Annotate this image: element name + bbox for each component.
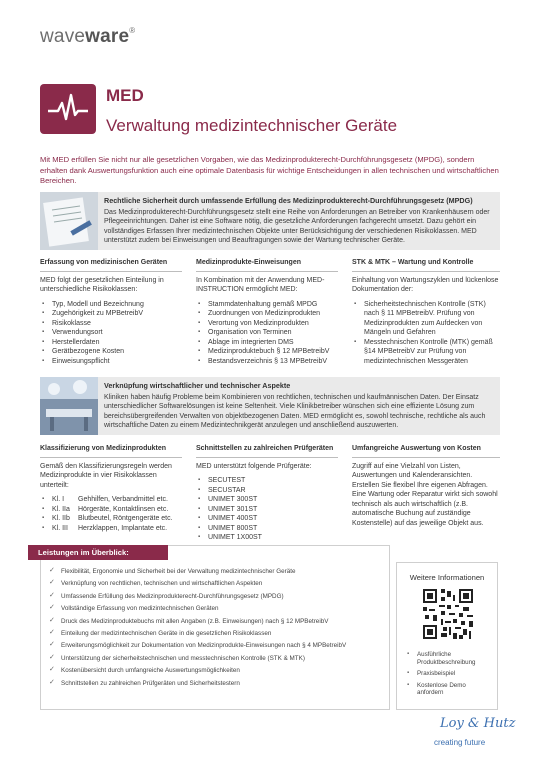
list-item: ▪ Verortung von Medizinprodukten [196,319,338,329]
feature-title: Verknüpfung wirtschaftlicher und technischer Aspekte [104,381,291,390]
list-item: ▪ SECUTEST [196,476,338,486]
column-text: Gemäß den Klassifizierungsregeln werden Medizinprodukte in vier Risikoklassen unterteilt: [40,462,172,489]
info-item[interactable]: ▪ Kostenlose Demo anfordern [407,682,493,697]
document-photo [40,192,98,250]
column-title: STK & MTK – Wartung und Kontrolle [352,258,500,272]
list-item: ▪ UNIMET 301ST [196,505,338,515]
list-item: ▪ Kl. IIb Blutbeutel, Röntgengeräte etc. [40,514,182,524]
column-einweisungen [196,258,338,366]
list-item: ▪ Einweisungspflicht [40,357,182,367]
list-item: ▪ Stammdatenhaltung gemäß MPDG [196,300,338,310]
service-item: ✓ Schnittstellen zu zahlreichen Prüfgeräten und Sicherheitstestern [49,680,383,687]
info-title: Weitere Informationen [409,573,485,582]
column-text: MED unterstützt folgende Prüfgeräte: [196,462,312,470]
column-klassifizierung [40,444,182,533]
heartbeat-icon [40,84,96,134]
list-item: ▪ Zuordnungen von Medizinprodukten [196,309,338,319]
list-item: ▪ UNIMET 800ST [196,524,338,534]
service-item: ✓ Vollständige Erfassung von medizintechnischen Geräten [49,605,383,612]
list-item: ▪ Sicherheitstechnischen Kontrolle (STK) nach § 11 MPBetreibV. Prüfung von Medizinprodukten zum Aufdecken von Mängeln und Gefahren [352,300,500,338]
column-auswertung [352,444,500,528]
feature-body: Kliniken haben häufig Probleme beim Kombinieren von rechtlichen, technischen und kaufmännischen Daten. Der Einsatz unterschiedlicher Softwarelösungen ist keine Seltenheit. Viele Klinikbetreiber wünschen sich eine effiziente Lösung zum bereichsübergreifenden Verwalten von objektbezogenen Daten. MED ermöglicht es, sowohl technische, rechtliche als auch wirtschaftliche Daten zu einem Medizintechnikgerät anzulegen und anschließend auszuwerten. [104,393,486,429]
list-item: ▪ Bestandsverzeichnis § 13 MPBetreibV [196,357,338,367]
column-text: Zugriff auf eine Vielzahl von Listen, Auswertungen und Kalenderansichten. Erstellen Sie flexibel Ihre eigenen Abfragen. Eine Wartung oder Reparatur wirkt sich sowohl technisch als auch wirtschaftlich (z.B. automatische Buchung auf zuständige Kostenstelle) auf das jeweilige Objekt aus. [352,462,498,527]
column-text: Einhaltung von Wartungszyklen und lückenlose Dokumentation der: [352,276,499,293]
column-text: MED folgt der gesetzlichen Einteilung in unterschiedliche Risikoklassen: [40,276,164,293]
service-item: ✓ Verknüpfung von rechtlichen, technischen und wirtschaftlichen Aspekten [49,580,383,587]
list-item: ▪ Medizinproduktebuch § 12 MPBetreibV [196,347,338,357]
list-item: ▪ Gerätbezogene Kosten [40,347,182,357]
column-schnittstellen [196,444,338,543]
product-name: MED [106,86,144,105]
column-title: Schnittstellen zu zahlreichen Prüfgeräten [196,444,338,458]
list-item: ▪ Messtechnischen Kontrolle (MTK) gemäß §14 MPBetreibV zur Prüfung von medizintechnischen Messgeräten [352,338,500,367]
list-item: ▪ UNIMET 400ST [196,514,338,524]
company-signature: Loy & Hutz [440,716,516,731]
qr-code-icon[interactable] [423,589,473,639]
services-panel [40,545,390,710]
feature-legal [40,192,500,250]
column-title: Umfangreiche Auswertung von Kosten [352,444,500,458]
services-title: Leistungen im Überblick: [28,545,168,560]
list-item: ▪ Risikoklasse [40,319,182,329]
feature-title: Rechtliche Sicherheit durch umfassende Erfüllung des Medizinprodukterecht-Durchführungsgesetz (MPDG) [104,196,473,205]
info-box [396,562,498,710]
list-item: ▪ Verwendungsort [40,328,182,338]
list-item: ▪ SECUSTAR [196,486,338,496]
list-item: ▪ UNIMET 300ST [196,495,338,505]
service-item: ✓ Druck des Medizinproduktebuchs mit allen Angaben (z.B. Einweisungen) nach § 12 MPBetreibV [49,618,383,625]
list-item: ▪ Kl. III Herzklappen, Implantate etc. [40,524,182,534]
list-item: ▪ Herstellerdaten [40,338,182,348]
column-title: Klassifizierung von Medizinprodukten [40,444,182,458]
list-item: ▪ Kl. IIa Hörgeräte, Kontaktlinsen etc. [40,505,182,515]
list-item: ▪ Ablage im integrierten DMS [196,338,338,348]
info-item[interactable]: ▪ Ausführliche Produktbeschreibung [407,651,493,666]
column-erfassung [40,258,182,366]
hospital-photo [40,377,98,435]
service-item: ✓ Flexibilität, Ergonomie und Sicherheit bei der Verwaltung medizintechnischer Geräte [49,568,383,575]
page-title: Verwaltung medizintechnischer Geräte [106,116,398,135]
brand-logo: waveware® [40,26,136,47]
service-item: ✓ Erweiterungsmöglichkeit zur Dokumentation von Medizinprodukte-Einweisungen nach § 4 MPBetreibV [49,642,383,649]
intro-text: Mit MED erfüllen Sie nicht nur alle gesetzlichen Vorgaben, wie das Medizinprodukterecht-Durchführungsgesetz (MPDG), sondern erhalten dank Auswertungsfunktion auch eine optimale Datenbasis für wichtige Entscheidungen in allen technischen und wirtschaftlichen Bereichen. [40,155,499,185]
column-text: In Kombination mit der Anwendung MED-INSTRUCTION ermöglicht MED: [196,276,325,293]
feature-economic [40,377,500,435]
service-item: ✓ Kostenübersicht durch umfangreiche Auswertungsmöglichkeiten [49,667,383,674]
company-tagline: creating future [434,738,486,747]
column-title: Erfassung von medizinischen Geräten [40,258,182,272]
list-item: ▪ Organisation von Terminen [196,328,338,338]
list-item: ▪ Kl. I Gehhilfen, Verbandmittel etc. [40,495,182,505]
list-item: ▪ Typ, Modell und Bezeichnung [40,300,182,310]
service-item: ✓ Unterstützung der sicherheitstechnischen und messtechnischen Kontrolle (STK & MTK) [49,655,383,662]
list-item: ▪ Zugehörigkeit zu MPBetreibV [40,309,182,319]
info-item[interactable]: ▪ Praxisbeispiel [407,670,493,678]
service-item: ✓ Einteilung der medizintechnischen Geräte in die gesetzlichen Risikoklassen [49,630,383,637]
list-item: ▪ UNIMET 1X00ST [196,533,338,543]
column-title: Medizinprodukte-Einweisungen [196,258,338,272]
service-item: ✓ Umfassende Erfüllung des Medizinprodukterecht-Durchführungsgesetz (MPDG) [49,593,383,600]
feature-body: Das Medizinprodukterecht-Durchführungsgesetz stellt eine Reihe von Anforderungen an Betreiber von Krankenhäusern oder Pflegeeinrichtungen. Daher ist eine Software nötig, die gesetzliche Anforderungen fachgerecht umsetzt. Dazu gehört ein vollständiges Erfassen Ihrer medizintechnischen Objekte unter Berücksichtigung der verschiedenen Risikoklassen. MED unterstützt zudem bei Einweisungen und Beauftragungen sowie der Wartung technischer Geräte. [104,208,490,244]
column-stk-mtk [352,258,500,366]
